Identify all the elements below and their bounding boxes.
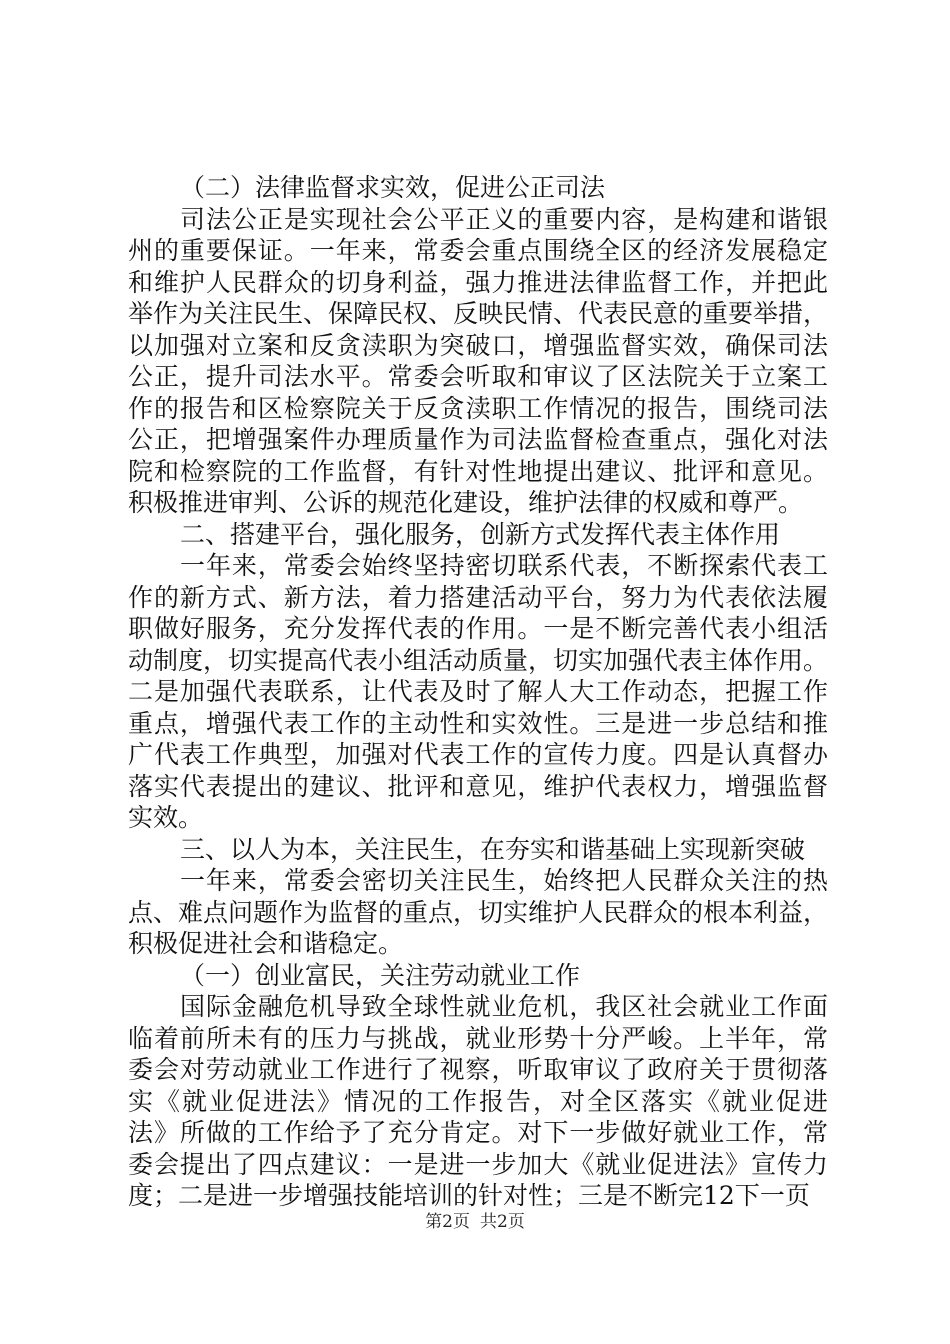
paragraph-line: 二是加强代表联系，让代表及时了解人大工作动态，把握工作: [128, 677, 828, 706]
paragraph-line: 公正，提升司法水平。常委会听取和审议了区法院关于立案工: [128, 362, 828, 391]
page-total: 共2页: [480, 1212, 525, 1232]
paragraph-line: 一年来，常委会密切关注民生，始终把人民群众关注的热: [180, 866, 828, 895]
section-heading: 二、搭建平台，强化服务，创新方式发挥代表主体作用: [180, 519, 781, 549]
paragraph-line: 院和检察院的工作监督，有针对性地提出建议、批评和意见。: [128, 456, 828, 486]
paragraph-line: 作的新方式、新方法，着力搭建活动平台，努力为代表依法履: [128, 582, 828, 612]
paragraph-line: 州的重要保证。一年来，常委会重点围绕全区的经济发展稳定: [128, 236, 828, 265]
paragraph-line: 积极促进社会和谐稳定。: [128, 929, 404, 958]
paragraph-line: 广代表工作典型，加强对代表工作的宣传力度。四是认真督办: [128, 740, 828, 769]
paragraph-line: 度；二是进一步增强技能培训的针对性；三是不断完12下一页: [128, 1181, 810, 1210]
paragraph-line: 积极推进审判、公诉的规范化建设，维护法律的权威和尊严。: [128, 488, 804, 517]
paragraph-line: 落实代表提出的建议、批评和意见，维护代表权力，增强监督: [128, 771, 828, 801]
paragraph-line: 实效。: [128, 803, 204, 832]
paragraph-line: 点、难点问题作为监督的重点，切实维护人民群众的根本利益，: [128, 897, 829, 927]
paragraph-line: 委会提出了四点建议：一是进一步加大《就业促进法》宣传力: [128, 1149, 828, 1179]
paragraph-line: 司法公正是实现社会公平正义的重要内容，是构建和谐银: [180, 204, 828, 234]
paragraph-line: 法》所做的工作给予了充分肯定。对下一步做好就业工作，常: [128, 1118, 828, 1147]
paragraph-line: 临着前所未有的压力与挑战，就业形势十分严峻。上半年，常: [128, 1023, 828, 1053]
page-number: 第2页: [425, 1212, 470, 1232]
paragraph-line: 职做好服务，充分发挥代表的作用。一是不断完善代表小组活: [128, 614, 828, 643]
paragraph-line: 作的报告和区检察院关于反贪渎职工作情况的报告，围绕司法: [128, 393, 828, 423]
paragraph-line: 委会对劳动就业工作进行了视察，听取审议了政府关于贯彻落: [128, 1055, 828, 1084]
paragraph-line: 举作为关注民生、保障民权、反映民情、代表民意的重要举措，: [128, 299, 829, 328]
paragraph-line: 公正，把增强案件办理质量作为司法监督检查重点，强化对法: [128, 425, 828, 454]
section-heading: 三、以人为本，关注民生，在夯实和谐基础上实现新突破: [180, 834, 806, 864]
paragraph-line: 和维护人民群众的切身利益，强力推进法律监督工作，并把此: [128, 267, 828, 297]
page-footer: [0, 1210, 950, 1234]
paragraph-line: 动制度，切实提高代表小组活动质量，切实加强代表主体作用。: [128, 645, 829, 675]
paragraph-line: 一年来，常委会始终坚持密切联系代表，不断探索代表工: [180, 551, 828, 580]
section-heading: （一）创业富民，关注劳动就业工作: [180, 960, 581, 990]
section-heading: （二）法律监督求实效，促进公正司法: [180, 173, 606, 202]
document-body: [128, 172, 828, 1212]
paragraph-line: 国际金融危机导致全球性就业危机，我区社会就业工作面: [180, 992, 828, 1021]
paragraph-line: 重点，增强代表工作的主动性和实效性。三是进一步总结和推: [128, 708, 828, 738]
paragraph-line: 以加强对立案和反贪渎职为突破口，增强监督实效，确保司法: [128, 330, 828, 360]
paragraph-line: 实《就业促进法》情况的工作报告，对全区落实《就业促进: [128, 1086, 828, 1116]
